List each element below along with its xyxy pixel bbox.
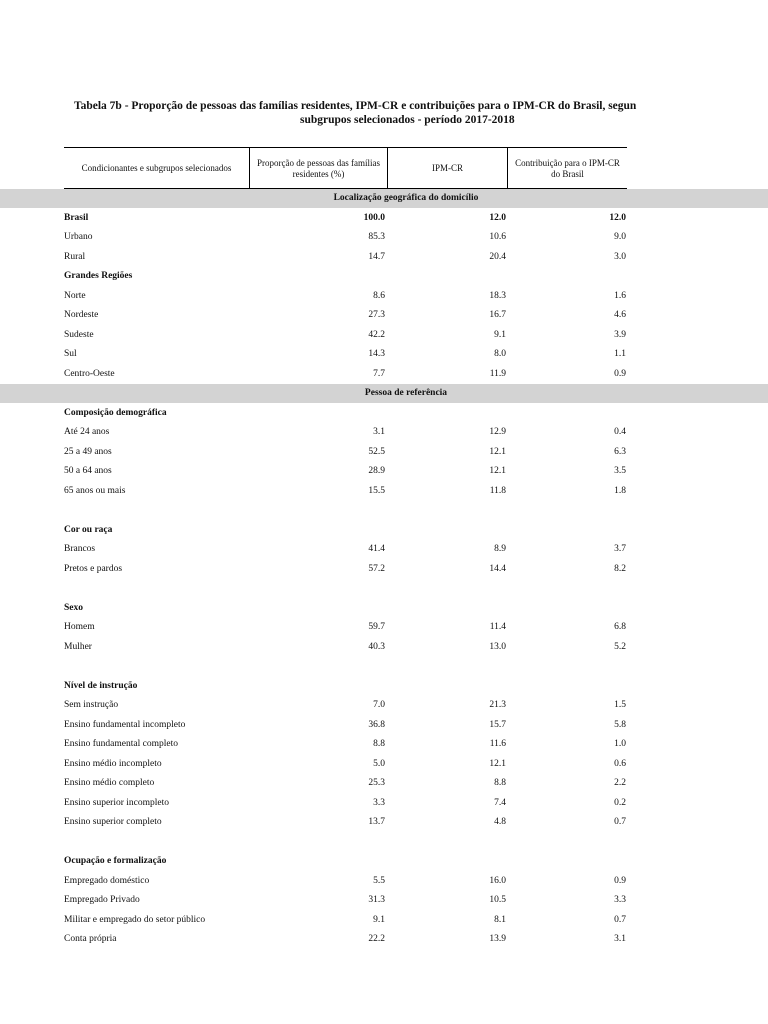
group-heading-row: [0, 267, 768, 286]
table-row: [0, 638, 768, 657]
table-row: [0, 209, 768, 228]
table-row: [0, 482, 768, 501]
contribution-cell: 3.7: [614, 544, 626, 554]
ipm-cr-cell: 13.9: [489, 934, 506, 944]
row-label: Centro-Oeste: [64, 369, 115, 379]
table-title-line-2: subgrupos selecionados - período 2017-2018: [300, 114, 515, 126]
section-band: [0, 189, 768, 208]
row-label: Brasil: [64, 213, 89, 223]
group-heading-row: [0, 599, 768, 618]
table-row: [0, 774, 768, 793]
ipm-cr-cell: 11.9: [489, 369, 506, 379]
table-row: [0, 345, 768, 364]
proportion-cell: 27.3: [368, 310, 385, 320]
row-label: Homem: [64, 622, 95, 632]
ipm-cr-cell: 21.3: [489, 700, 506, 710]
contribution-cell: 0.7: [614, 915, 626, 925]
column-header-proportion: Proporção de pessoas das famílias residentes (%): [249, 147, 387, 189]
ipm-cr-cell: 11.8: [489, 486, 506, 496]
spacer-row: [0, 833, 768, 852]
row-label: Rural: [64, 252, 86, 262]
section-band: [0, 384, 768, 403]
proportion-cell: 28.9: [368, 466, 385, 476]
table-row: [0, 891, 768, 910]
table-row: [0, 540, 768, 559]
proportion-cell: 31.3: [368, 895, 385, 905]
proportion-cell: 52.5: [368, 447, 385, 457]
ipm-cr-cell: 10.6: [489, 232, 506, 242]
table-row: [0, 813, 768, 832]
proportion-cell: 9.1: [373, 915, 385, 925]
row-label: Brancos: [64, 544, 96, 554]
proportion-cell: 15.5: [368, 486, 385, 496]
proportion-cell: 40.3: [368, 642, 385, 652]
group-heading-row: [0, 852, 768, 871]
row-label: Cor ou raça: [64, 525, 113, 535]
contribution-cell: 1.6: [614, 291, 626, 301]
table-row: [0, 911, 768, 930]
group-heading-row: [0, 404, 768, 423]
ipm-cr-cell: 14.4: [489, 564, 506, 574]
proportion-cell: 14.3: [368, 349, 385, 359]
table-row: [0, 618, 768, 637]
proportion-cell: 36.8: [368, 720, 385, 730]
contribution-cell: 6.8: [614, 622, 626, 632]
ipm-cr-cell: 12.1: [489, 466, 506, 476]
row-label: Empregado Privado: [64, 895, 140, 905]
table-row: [0, 735, 768, 754]
proportion-cell: 7.0: [373, 700, 385, 710]
contribution-cell: 2.2: [614, 778, 626, 788]
row-label: Ocupação e formalização: [64, 856, 167, 866]
column-header-contribution: Contribuição para o IPM-CR do Brasil: [507, 147, 627, 189]
row-label: Norte: [64, 291, 86, 301]
proportion-cell: 7.7: [373, 369, 385, 379]
proportion-cell: 3.1: [373, 427, 385, 437]
proportion-cell: 59.7: [368, 622, 385, 632]
table-title-line-1: Tabela 7b - Proporção de pessoas das famílias residentes, IPM-CR e contribuições para o IPM-CR do Brasil, segun: [74, 100, 637, 112]
ipm-cr-cell: 12.1: [489, 447, 506, 457]
ipm-cr-cell: 8.8: [494, 778, 506, 788]
contribution-cell: 0.2: [614, 798, 626, 808]
table-row: [0, 872, 768, 891]
contribution-cell: 0.7: [614, 817, 626, 827]
table-row: [0, 560, 768, 579]
group-heading-row: [0, 521, 768, 540]
table-row: [0, 423, 768, 442]
contribution-cell: 3.1: [614, 934, 626, 944]
proportion-cell: 85.3: [368, 232, 385, 242]
contribution-cell: 8.2: [614, 564, 626, 574]
table-row: [0, 228, 768, 247]
table-row: [0, 326, 768, 345]
row-label: Nível de instrução: [64, 681, 138, 691]
table-row: [0, 716, 768, 735]
contribution-cell: 3.0: [614, 252, 626, 262]
proportion-cell: 8.8: [373, 739, 385, 749]
row-label: Urbano: [64, 232, 93, 242]
contribution-cell: 1.5: [614, 700, 626, 710]
row-label: Pretos e pardos: [64, 564, 123, 574]
ipm-cr-cell: 9.1: [494, 330, 506, 340]
contribution-cell: 3.9: [614, 330, 626, 340]
proportion-cell: 5.5: [373, 876, 385, 886]
row-label: Grandes Regiões: [64, 271, 133, 281]
row-label: Mulher: [64, 642, 92, 652]
contribution-cell: 4.6: [614, 310, 626, 320]
table-title: [0, 99, 768, 139]
row-label: Até 24 anos: [64, 427, 110, 437]
contribution-cell: 0.9: [614, 369, 626, 379]
ipm-cr-cell: 8.0: [494, 349, 506, 359]
column-header-ipm-cr: IPM-CR: [387, 147, 507, 189]
contribution-cell: 3.3: [614, 895, 626, 905]
row-label: Ensino médio incompleto: [64, 759, 162, 769]
spacer-row: [0, 657, 768, 676]
spacer-row: [0, 501, 768, 520]
ipm-cr-cell: 8.9: [494, 544, 506, 554]
row-label: Ensino superior incompleto: [64, 798, 170, 808]
ipm-cr-cell: 11.6: [489, 739, 506, 749]
contribution-cell: 0.6: [614, 759, 626, 769]
ipm-cr-cell: 11.4: [489, 622, 506, 632]
table-row: [0, 794, 768, 813]
section-band-label: Localização geográfica do domicílio: [333, 193, 479, 203]
table-row: [0, 443, 768, 462]
row-label: Sudeste: [64, 330, 94, 340]
ipm-cr-cell: 10.5: [489, 895, 506, 905]
proportion-cell: 8.6: [373, 291, 385, 301]
contribution-cell: 6.3: [614, 447, 626, 457]
contribution-cell: 1.8: [614, 486, 626, 496]
ipm-cr-cell: 12.0: [489, 213, 506, 223]
row-label: Nordeste: [64, 310, 99, 320]
contribution-cell: 1.0: [614, 739, 626, 749]
table-row: [0, 462, 768, 481]
row-label: Sul: [64, 349, 77, 359]
ipm-cr-cell: 12.9: [489, 427, 506, 437]
table-row: [0, 306, 768, 325]
contribution-cell: 1.1: [614, 349, 626, 359]
ipm-cr-cell: 7.4: [494, 798, 506, 808]
row-label: 50 a 64 anos: [64, 466, 112, 476]
table-row: [0, 696, 768, 715]
section-band-label: Pessoa de referência: [364, 388, 448, 398]
proportion-cell: 13.7: [368, 817, 385, 827]
contribution-cell: 9.0: [614, 232, 626, 242]
row-label: Ensino médio completo: [64, 778, 155, 788]
row-label: 25 a 49 anos: [64, 447, 112, 457]
ipm-cr-cell: 15.7: [489, 720, 506, 730]
column-header-subgroups: Condicionantes e subgrupos selecionados: [64, 147, 249, 189]
row-label: Militar e empregado do setor público: [64, 915, 206, 925]
row-label: Empregado doméstico: [64, 876, 150, 886]
contribution-cell: 0.4: [614, 427, 626, 437]
table-row: [0, 248, 768, 267]
ipm-cr-cell: 8.1: [494, 915, 506, 925]
proportion-cell: 3.3: [373, 798, 385, 808]
proportion-cell: 57.2: [368, 564, 385, 574]
row-label: Ensino fundamental completo: [64, 739, 178, 749]
ipm-cr-cell: 4.8: [494, 817, 506, 827]
proportion-cell: 100.0: [363, 213, 385, 223]
row-label: Ensino fundamental incompleto: [64, 720, 186, 730]
row-label: Conta própria: [64, 934, 117, 944]
ipm-cr-cell: 16.0: [489, 876, 506, 886]
spacer-row: [0, 579, 768, 598]
row-label: 65 anos ou mais: [64, 486, 126, 496]
contribution-cell: 5.2: [614, 642, 626, 652]
row-label: Sem instrução: [64, 700, 119, 710]
contribution-cell: 3.5: [614, 466, 626, 476]
proportion-cell: 41.4: [368, 544, 385, 554]
contribution-cell: 0.9: [614, 876, 626, 886]
proportion-cell: 14.7: [368, 252, 385, 262]
table-row: [0, 365, 768, 384]
proportion-cell: 25.3: [368, 778, 385, 788]
proportion-cell: 22.2: [368, 934, 385, 944]
table-row: [0, 287, 768, 306]
row-label: Sexo: [64, 603, 83, 613]
table-row: [0, 930, 768, 949]
contribution-cell: 5.8: [614, 720, 626, 730]
proportion-cell: 42.2: [368, 330, 385, 340]
ipm-cr-cell: 13.0: [489, 642, 506, 652]
table-row: [0, 755, 768, 774]
proportion-cell: 5.0: [373, 759, 385, 769]
ipm-cr-cell: 18.3: [489, 291, 506, 301]
group-heading-row: [0, 677, 768, 696]
row-label: Composição demográfica: [64, 408, 167, 418]
contribution-cell: 12.0: [609, 213, 626, 223]
ipm-cr-cell: 12.1: [489, 759, 506, 769]
ipm-cr-cell: 16.7: [489, 310, 506, 320]
row-label: Ensino superior completo: [64, 817, 162, 827]
ipm-cr-cell: 20.4: [489, 252, 506, 262]
